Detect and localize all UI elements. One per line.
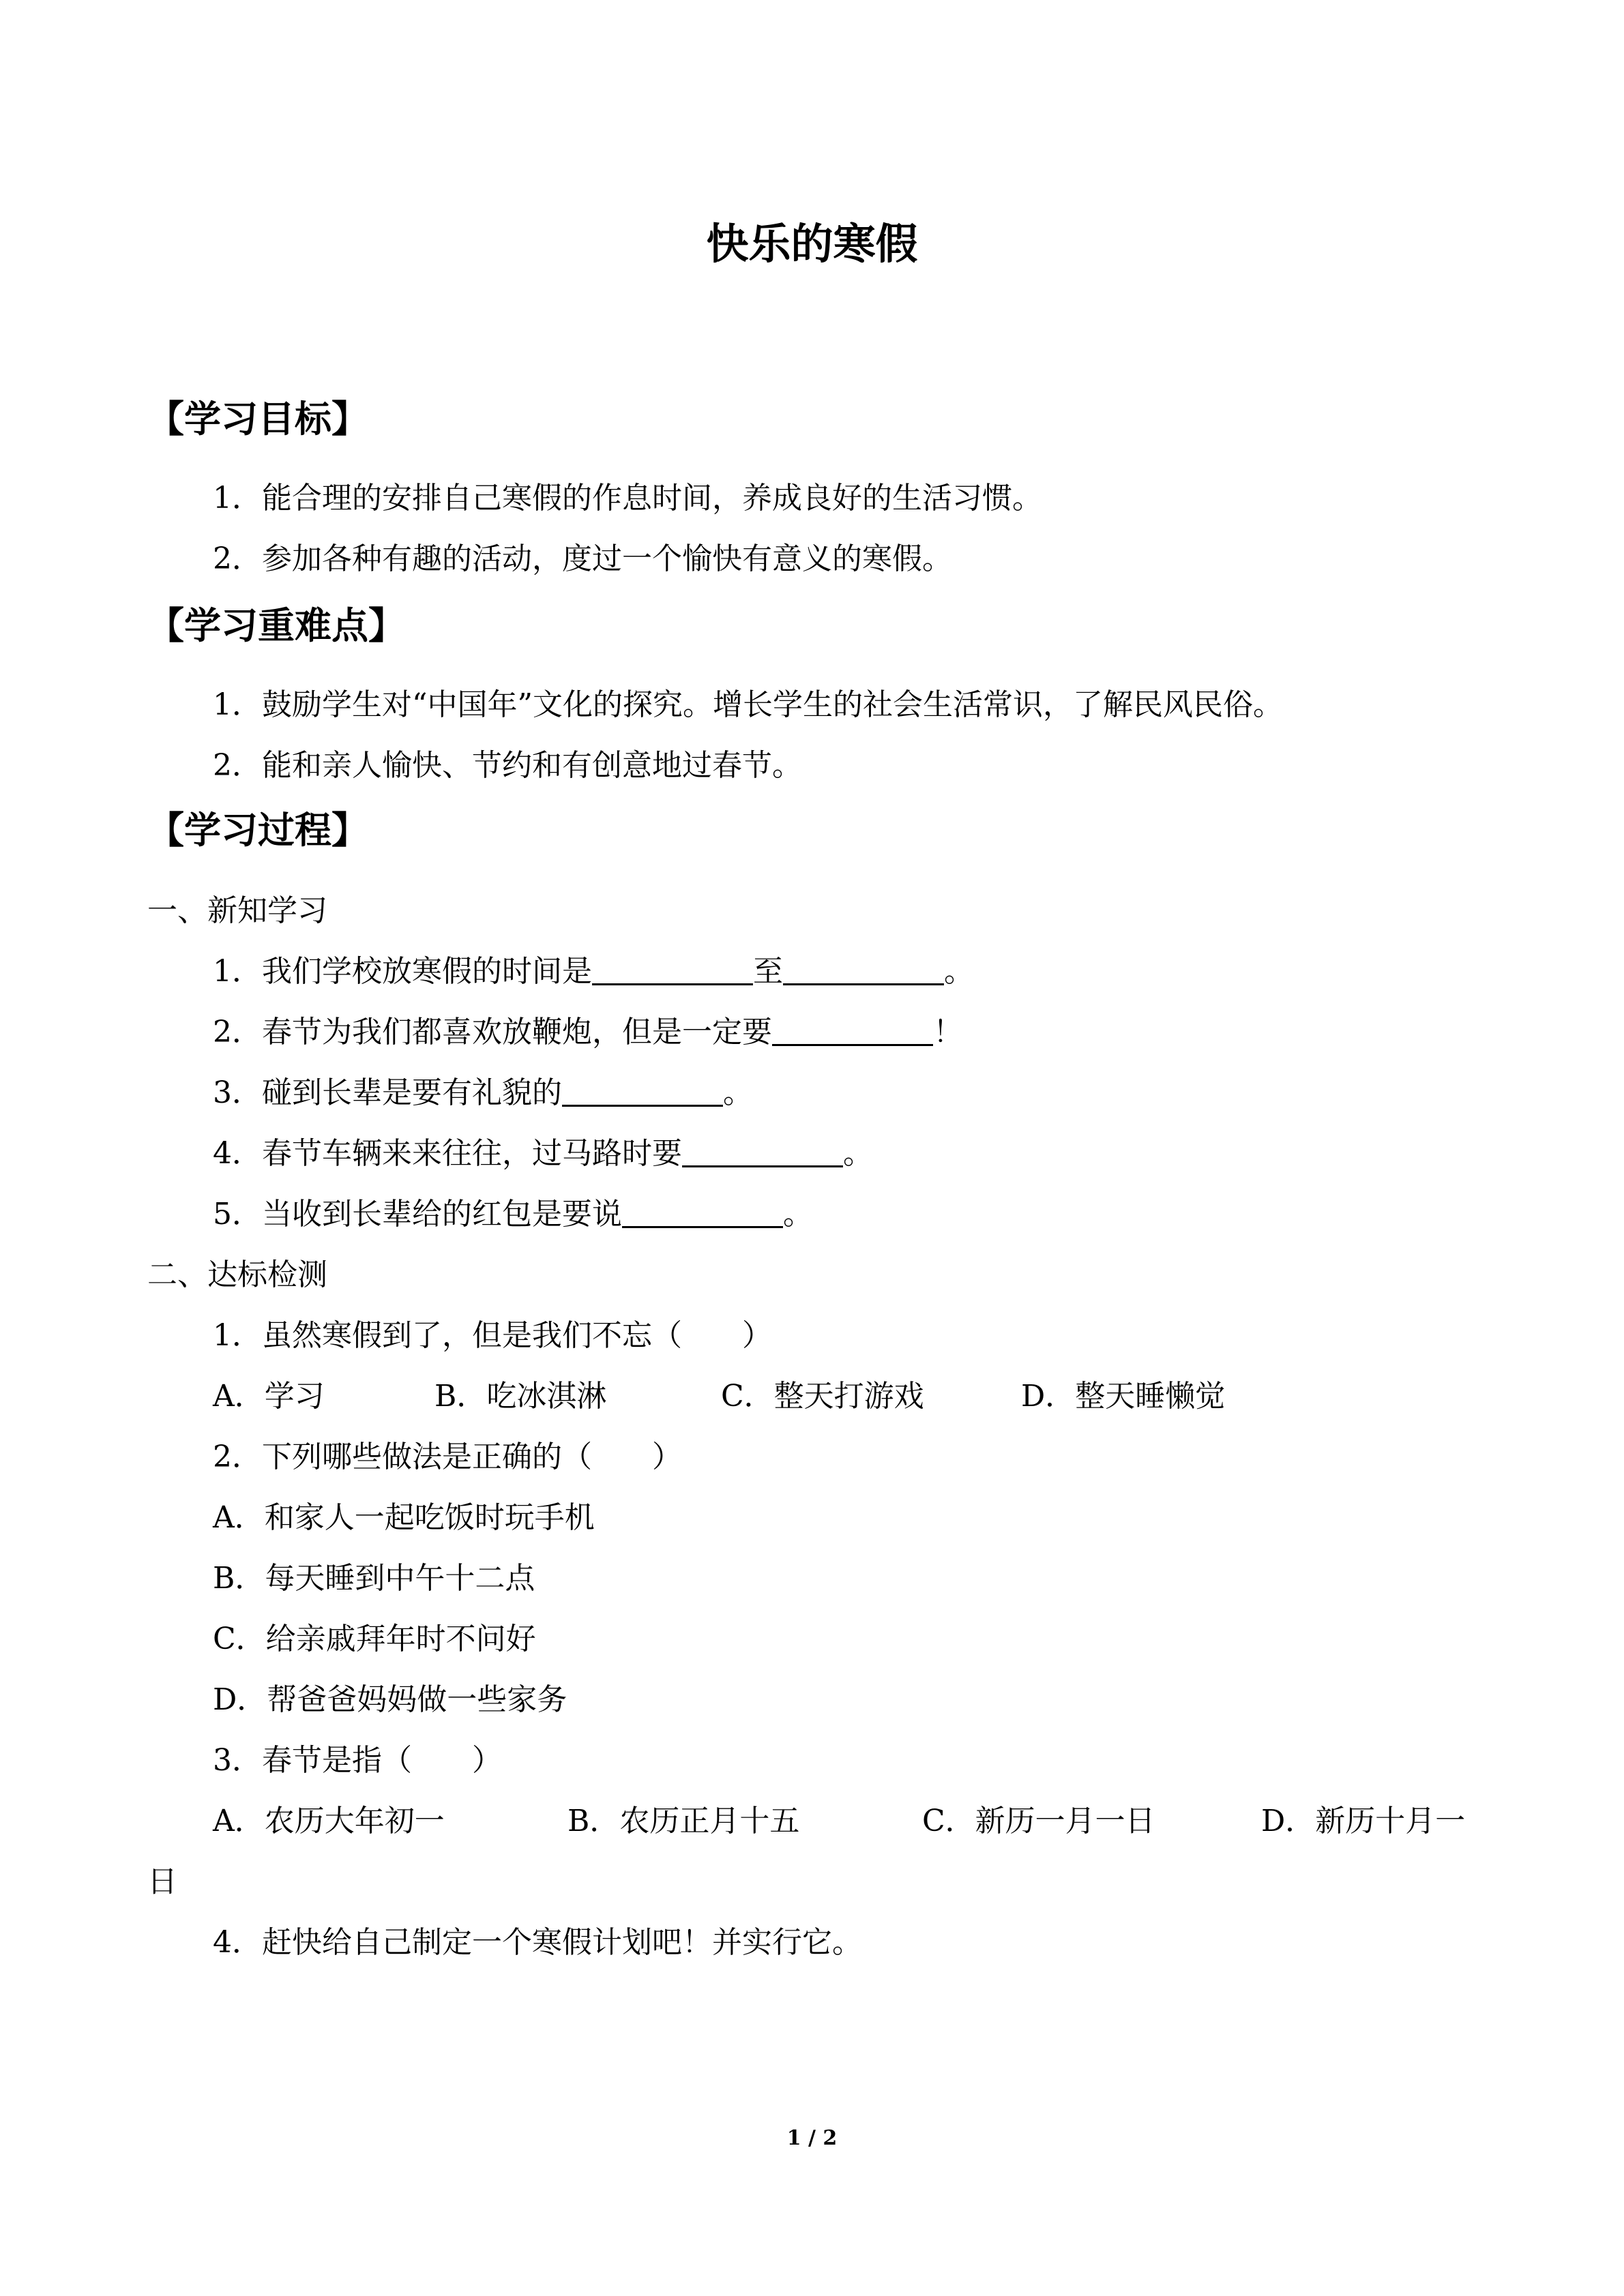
- option-a[interactable]: A．和家人一起吃饭时玩手机: [213, 1500, 595, 1535]
- option-c[interactable]: C．给亲戚拜年时不问好: [213, 1622, 536, 1656]
- answer-blank[interactable]: [783, 953, 944, 985]
- option-d[interactable]: D．新历十月一: [1261, 1804, 1466, 1838]
- question-punct: 。: [783, 1197, 813, 1232]
- fill-question-3: [213, 1068, 753, 1112]
- choice-question-2-stem: 2．下列哪些做法是正确的（ ）: [213, 1440, 682, 1474]
- part2-label: 二、达标检测: [147, 1257, 327, 1292]
- answer-blank[interactable]: [562, 1075, 723, 1107]
- key-point-1: 1．鼓励学生对“中国年”文化的探究。增长学生的社会生活常识，了解民风民俗。: [213, 687, 1283, 722]
- fill-question-5: [213, 1189, 813, 1233]
- part1-label: 一、新知学习: [147, 893, 327, 928]
- heading-objectives: 【学习目标】: [147, 398, 368, 441]
- option-c[interactable]: C．整天打游戏: [721, 1379, 924, 1414]
- option-b[interactable]: B．每天睡到中午十二点: [213, 1561, 535, 1596]
- question-4-stem: 4．赶快给自己制定一个寒假计划吧！并实行它。: [213, 1925, 862, 1960]
- key-point-2: 2．能和亲人愉快、节约和有创意地过春节。: [213, 748, 802, 783]
- answer-blank[interactable]: [622, 1196, 783, 1228]
- answer-blank[interactable]: [772, 1014, 933, 1046]
- option-b[interactable]: B．吃冰淇淋: [434, 1379, 607, 1414]
- choice-question-1-stem: 1．虽然寒假到了，但是我们不忘（ ）: [213, 1318, 772, 1353]
- option-b[interactable]: B．农历正月十五: [567, 1804, 800, 1838]
- choice-question-1-options: [213, 1371, 1225, 1415]
- question-text: 4．春节车辆来来往往，过马路时要: [213, 1136, 682, 1171]
- question-punct: 。: [944, 954, 974, 989]
- page-number: 1 / 2: [786, 2126, 838, 2150]
- answer-blank[interactable]: [682, 1135, 843, 1167]
- option-a[interactable]: A．学习: [213, 1379, 325, 1414]
- fill-question-2: [213, 1007, 963, 1051]
- question-text: 5．当收到长辈给的红包是要说: [213, 1197, 622, 1232]
- question-punct: ！: [933, 1015, 963, 1049]
- heading-process: 【学习过程】: [147, 809, 368, 852]
- choice-question-3-options: [213, 1796, 1465, 1840]
- fill-question-1: [213, 946, 974, 990]
- question-text: 至: [753, 954, 783, 989]
- option-d-wrap: 日: [147, 1864, 177, 1899]
- question-punct: 。: [843, 1136, 873, 1171]
- answer-blank[interactable]: [592, 953, 753, 985]
- option-d[interactable]: D．整天睡懒觉: [1021, 1379, 1226, 1414]
- option-a[interactable]: A．农历大年初一: [213, 1804, 445, 1838]
- question-text: 2．春节为我们都喜欢放鞭炮，但是一定要: [213, 1015, 772, 1049]
- choice-question-3-stem: 3．春节是指（ ）: [213, 1743, 502, 1778]
- option-d[interactable]: D．帮爸爸妈妈做一些家务: [213, 1682, 567, 1717]
- question-punct: 。: [723, 1075, 753, 1110]
- question-text: 1．我们学校放寒假的时间是: [213, 954, 592, 989]
- heading-key-points: 【学习重难点】: [147, 604, 405, 647]
- option-c[interactable]: C．新历一月一日: [922, 1804, 1155, 1838]
- page-title: 快乐的寒假: [706, 219, 918, 269]
- objective-2: 2．参加各种有趣的活动，度过一个愉快有意义的寒假。: [213, 541, 952, 576]
- fill-question-4: [213, 1129, 873, 1172]
- question-text: 3．碰到长辈是要有礼貌的: [213, 1075, 562, 1110]
- objective-1: 1．能合理的安排自己寒假的作息时间，养成良好的生活习惯。: [213, 481, 1042, 516]
